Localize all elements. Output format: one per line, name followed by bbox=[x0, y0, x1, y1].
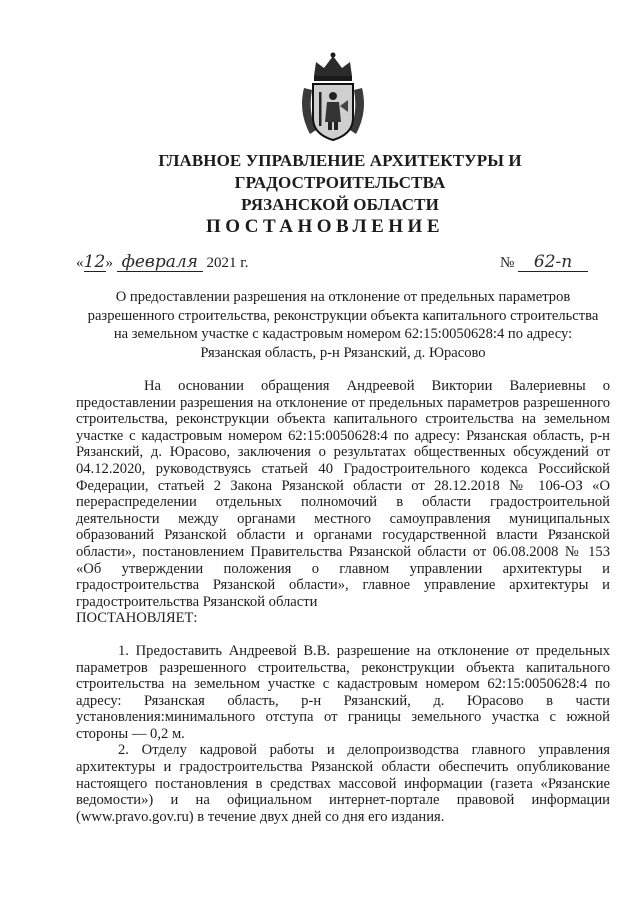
item-1-paragraph: 1. Предоставить Андреевой В.В. разрешение на отклонение от предельных параметров разрешенного строительства, реконструкции объекта капитального строительства на земельном участке с кадастровым номером 62:15:0050628:4 по адресу: Рязанская область, р-н Рязанский, д. Юрасово в части установления:минимального отступа от границы земельного участка с южной стороны — 0,2 м. bbox=[76, 642, 610, 742]
resolve-word: ПОСТАНОВЛЯЕТ: bbox=[76, 610, 198, 627]
subject-line-1: О предоставлении разрешения на отклонение от предельных параметров bbox=[115, 289, 571, 305]
item-2-paragraph: 2. Отделу кадровой работы и делопроизводства главного управления архитектуры и градостроительства Рязанской области обеспечить опубликование настоящего постановления в средствах массовой информации (газета «Рязанские ведомости») и на официальном интернет-портале правовой информации (www.pravo.gov.ru) в течение двух дней со дня его издания. bbox=[76, 742, 610, 825]
document-subject bbox=[76, 288, 610, 362]
ryazan-coat-of-arms-icon bbox=[296, 52, 370, 144]
document-body bbox=[76, 378, 610, 825]
subject-line-2: разрешенного строительства, реконструкции объекта капитального строительства bbox=[87, 307, 599, 324]
date-month: февраля bbox=[117, 253, 203, 272]
authority-line-1: ГЛАВНОЕ УПРАВЛЕНИЕ АРХИТЕКТУРЫ И ГРАДОСТРОИТЕЛЬСТВА bbox=[158, 151, 522, 192]
date-close-quote: » bbox=[105, 255, 113, 271]
document-date bbox=[76, 252, 248, 274]
document-type-title: ПОСТАНОВЛЕНИЕ bbox=[205, 216, 445, 237]
date-open-quote: « bbox=[76, 255, 84, 271]
preamble-paragraph: На основании обращения Андреевой Виктории Валериевны о предоставлении разрешения на отклонение от предельных параметров разрешенного строительства, реконструкции объекта капитального строительства на земельном участке с кадастровым номером 62:15:0050628:4 по адресу: Рязанская область, р-н Рязанский, д. Юрасово, заключения о результатах общественных обсуждений от 04.12.2020, руководствуясь статьей 40 Градостроительного кодекса Российской Федерации, статьей 2 Закона Рязанской области от 28.12.2018 № 106-ОЗ «О перераспределении отдельных полномочий в области градостроительной деятельности между органами местного самоуправления муниципальных образований Рязанской области и органами государственной власти Рязанской области», постановлением Правительства Рязанской области от 06.08.2008 № 153 «Об утверждении положения о главном управлении архитектуры и градостроительства Рязанской области», главное управление архитектуры и градостроительства Рязанской области bbox=[76, 378, 610, 610]
authority-line-2: РЯЗАНСКОЙ ОБЛАСТИ bbox=[241, 195, 439, 214]
issuing-authority bbox=[60, 150, 620, 216]
number-prefix: № bbox=[500, 255, 515, 271]
date-day: 12 bbox=[83, 252, 106, 272]
date-year: 2021 г. bbox=[206, 255, 249, 271]
document-number bbox=[500, 252, 588, 274]
subject-line-3: на земельном участке с кадастровым номером 62:15:0050628:4 по адресу: bbox=[113, 326, 573, 343]
number-value: 62-п bbox=[518, 253, 588, 272]
subject-line-4: Рязанская область, р-н Рязанский, д. Юрасово bbox=[200, 344, 486, 361]
